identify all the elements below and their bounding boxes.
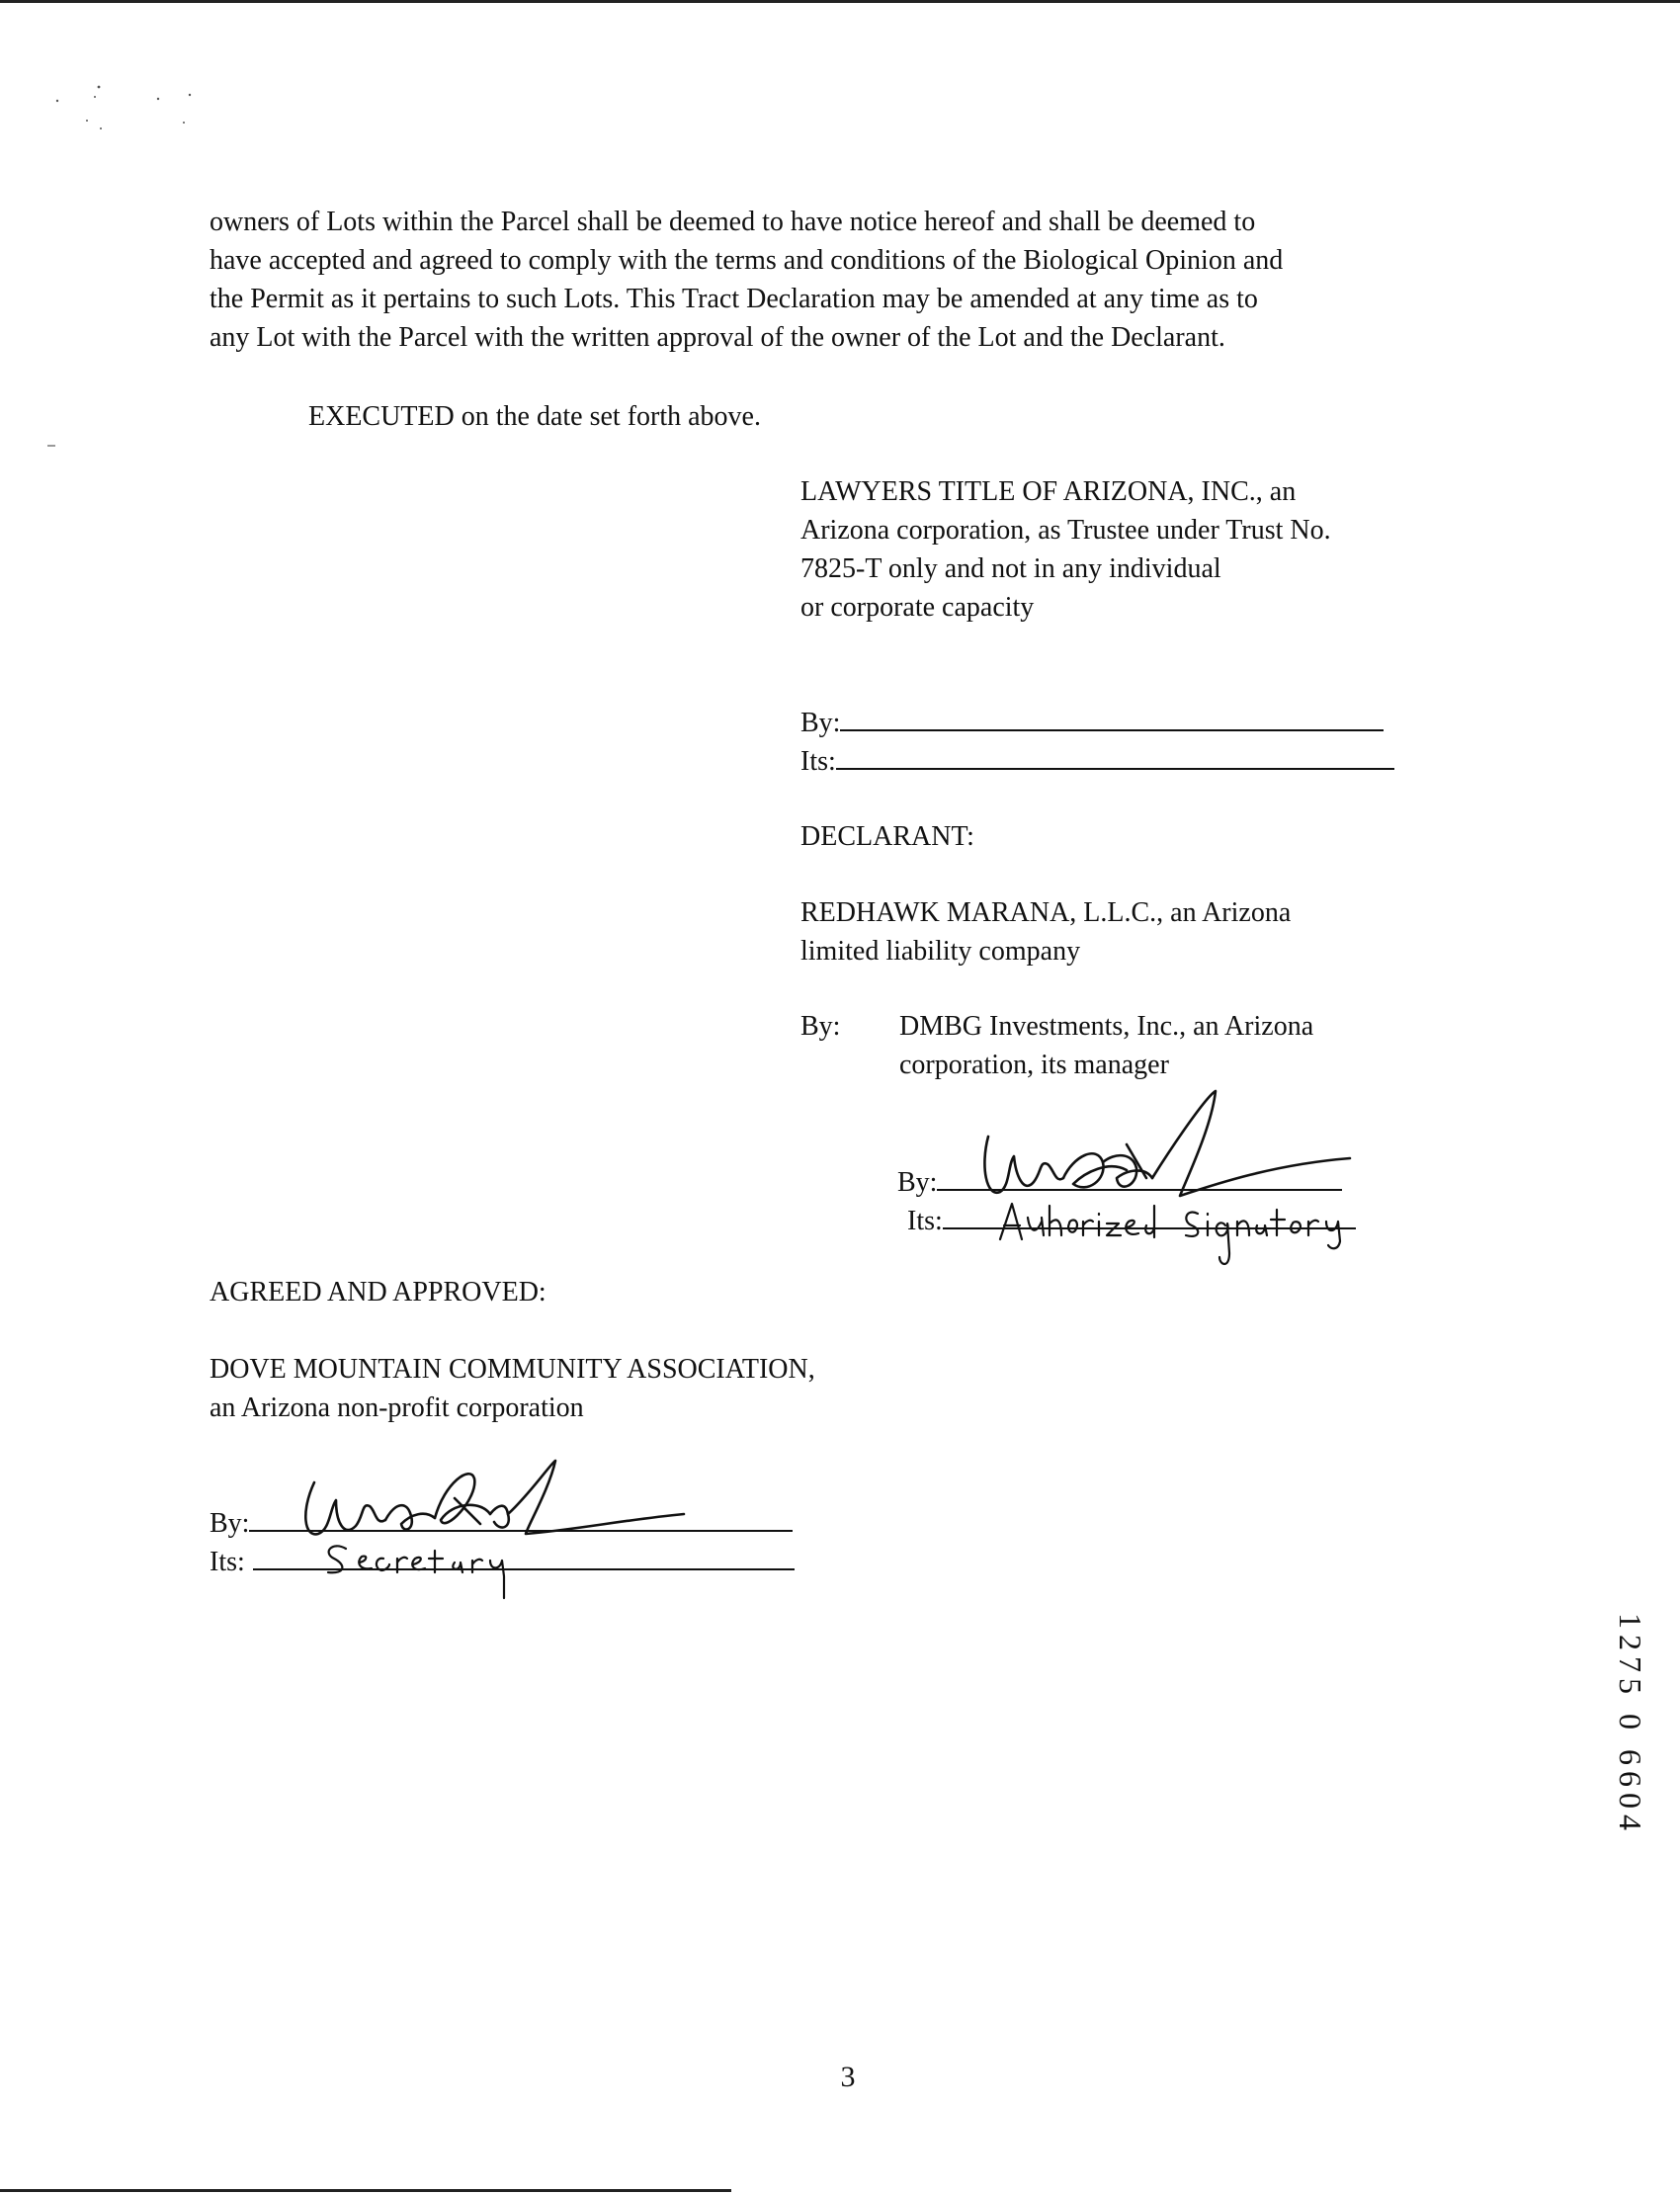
paragraph-line: owners of Lots within the Parcel shall be deemed to have notice hereof and shall be deemed to [210, 207, 1256, 237]
trustee-by-signature-line[interactable] [840, 702, 1384, 731]
trustee-by-line [800, 702, 1384, 742]
declarant-name-line: REDHAWK MARANA, L.L.C., an Arizona [800, 897, 1292, 928]
trustee-its-label: Its: [800, 746, 836, 777]
page-number: 3 [840, 2061, 856, 2093]
manager-by-label: By: [800, 1011, 841, 1042]
paragraph-line: have accepted and agreed to comply with the terms and conditions of the Biological Opinion and [210, 245, 1284, 276]
secretary-handwriting-image [316, 1537, 553, 1606]
declarant-name-line: limited liability company [800, 936, 1081, 967]
association-line: DOVE MOUNTAIN COMMUNITY ASSOCIATION, [210, 1354, 815, 1385]
body-paragraph [210, 203, 1494, 357]
association-block [210, 1350, 815, 1427]
trustee-block [800, 472, 1331, 627]
executed-statement: EXECUTED on the date set forth above. [308, 401, 761, 432]
trustee-its-line [800, 740, 1394, 781]
declarant-name [800, 893, 1291, 970]
manager-line: DMBG Investments, Inc., an Arizona [899, 1011, 1314, 1042]
paragraph-line: any Lot with the Parcel with the written approval of the owner of the Lot and the Declarant. [210, 322, 1225, 353]
manager-description [899, 1007, 1313, 1084]
margin-mark [47, 445, 55, 447]
declarant-sign-its-label: Its: [907, 1206, 943, 1236]
authorized-signatory-handwriting-image [988, 1196, 1413, 1285]
trustee-line: or corporate capacity [800, 592, 1035, 623]
declarant-sign-by-label: By: [897, 1167, 938, 1198]
trustee-its-signature-line[interactable] [836, 740, 1394, 770]
recording-number: 1275 0 6604 [1613, 1613, 1648, 1836]
manager-line: corporation, its manager [899, 1050, 1169, 1080]
trustee-line: Arizona corporation, as Trustee under Trust No. [800, 515, 1331, 546]
bottom-scan-border [0, 2189, 731, 2192]
agreed-and-approved-heading: AGREED AND APPROVED: [210, 1277, 546, 1308]
trustee-line: 7825-T only and not in any individual [800, 553, 1221, 584]
association-line: an Arizona non-profit corporation [210, 1392, 584, 1423]
association-its-label: Its: [210, 1547, 245, 1577]
association-by-label: By: [210, 1508, 250, 1539]
paragraph-line: the Permit as it pertains to such Lots. This Tract Declaration may be amended at any time as to [210, 284, 1258, 314]
top-scan-border [0, 0, 1680, 3]
trustee-by-label: By: [800, 708, 841, 738]
scan-specks [49, 79, 208, 138]
declarant-label: DECLARANT: [800, 821, 974, 852]
trustee-line: LAWYERS TITLE OF ARIZONA, INC., an [800, 476, 1297, 507]
